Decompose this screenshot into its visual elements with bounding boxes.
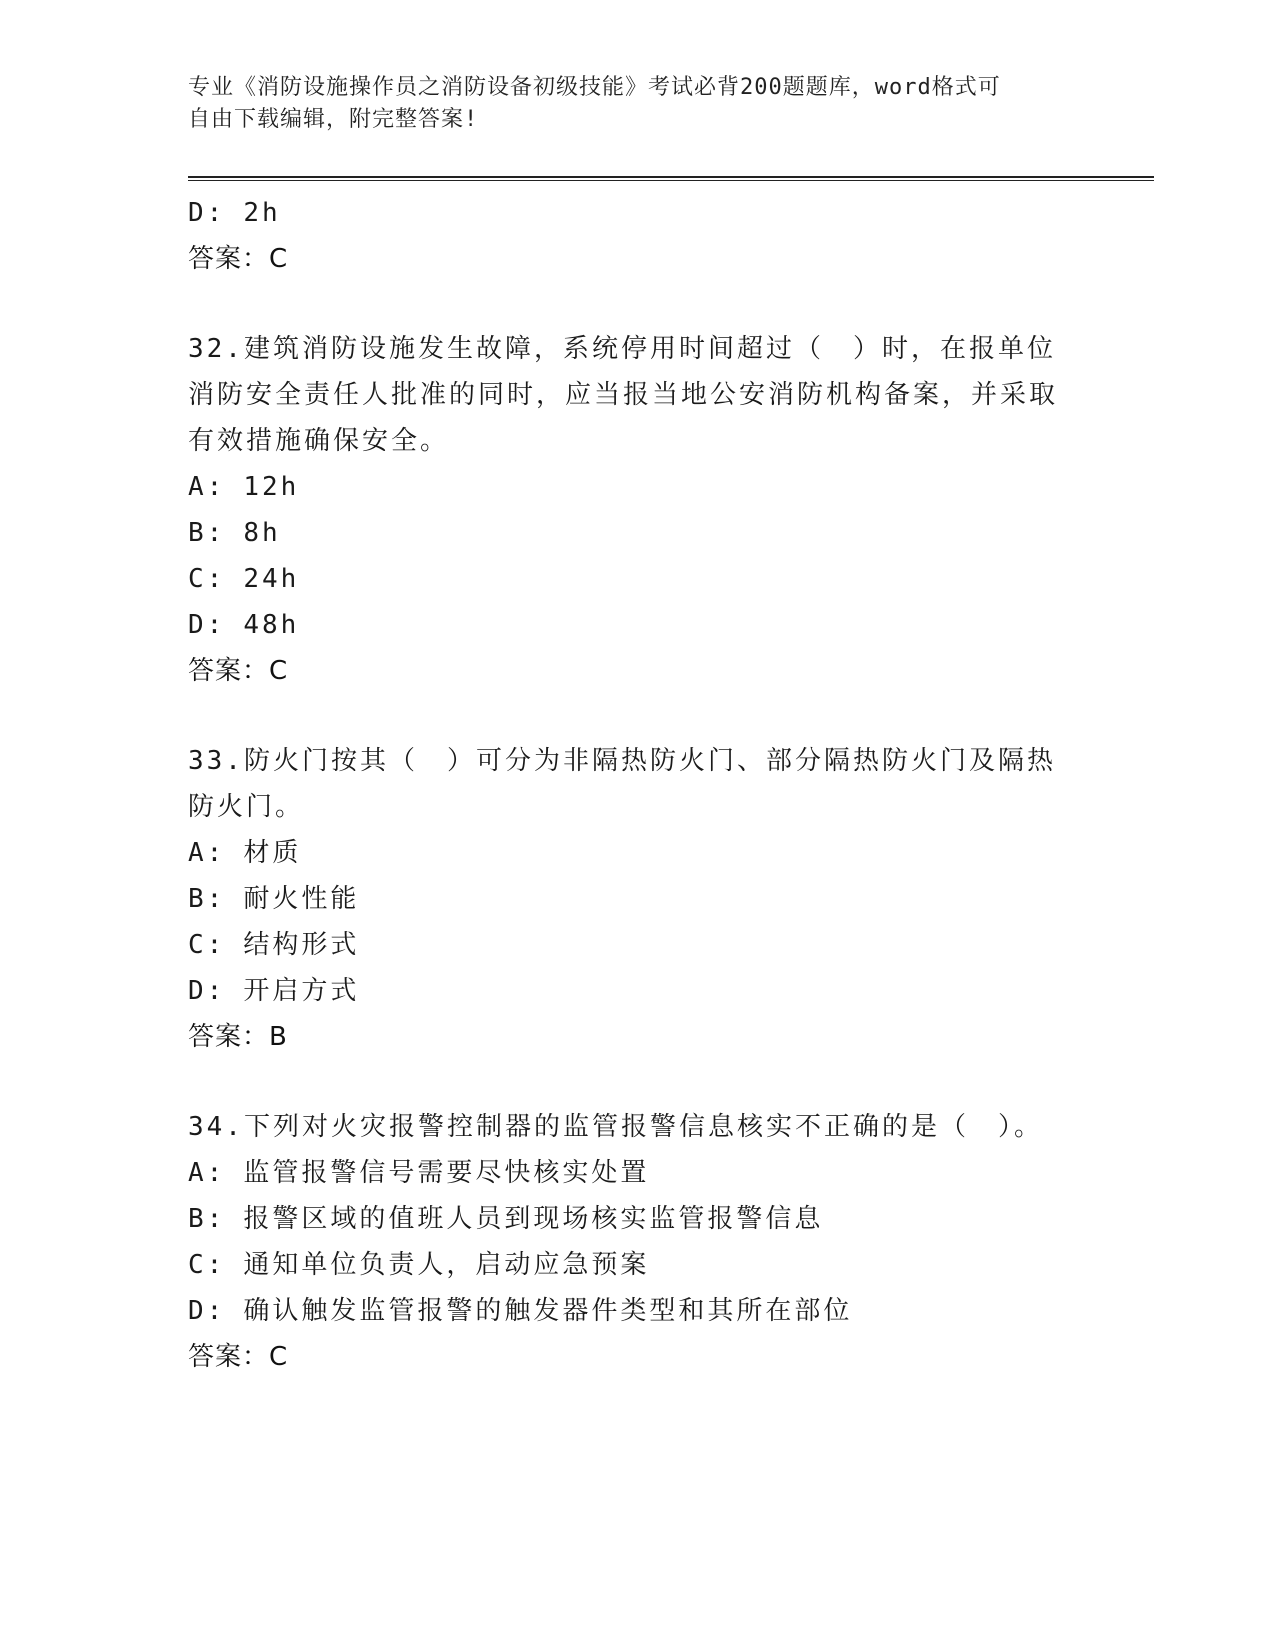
option-text: 确认触发监管报警的触发器件类型和其所在部位 [243, 1296, 853, 1326]
option-b [188, 876, 1088, 922]
header-title-line-1: 专业《消防设施操作员之消防设备初级技能》考试必背200题题库，word格式可 [188, 75, 1001, 100]
option-a [188, 1150, 1088, 1196]
option-key: C: [188, 564, 226, 594]
option-text: 24h [243, 564, 300, 594]
option-d [188, 190, 1088, 236]
option-text: 材质 [243, 838, 302, 868]
option-key: D: [188, 610, 226, 640]
option-a [188, 464, 1088, 510]
answer-line: 答案：C [188, 1342, 289, 1372]
question-stem: 33.防火门按其（ ）可分为非隔热防火门、部分隔热防火门及隔热防火门。 [188, 746, 1056, 822]
option-b [188, 510, 1088, 556]
answer-line: 答案：B [188, 1022, 288, 1052]
option-c [188, 922, 1088, 968]
option-text: 48h [243, 610, 300, 640]
header-divider [188, 176, 1154, 181]
option-key: C: [188, 1250, 226, 1280]
option-text: 8h [243, 518, 281, 548]
option-d [188, 968, 1088, 1014]
option-d [188, 1288, 1088, 1334]
option-text: 通知单位负责人，启动应急预案 [243, 1250, 650, 1280]
header-title-line-2: 自由下载编辑，附完整答案! [188, 107, 479, 132]
option-key: A: [188, 472, 226, 502]
option-text: 开启方式 [243, 976, 360, 1006]
option-text: 结构形式 [243, 930, 360, 960]
question-stem: 34.下列对火灾报警控制器的监管报警信息核实不正确的是（ ）。 [188, 1112, 1043, 1142]
option-text: 12h [243, 472, 300, 502]
option-c [188, 1242, 1088, 1288]
option-d [188, 602, 1088, 648]
option-text: 报警区域的值班人员到现场核实监管报警信息 [243, 1204, 824, 1234]
option-text: 监管报警信号需要尽快核实处置 [243, 1158, 650, 1188]
question-stem: 32.建筑消防设施发生故障，系统停用时间超过（ ）时，在报单位消防安全责任人批准的同时，应当报当地公安消防机构备案，并采取有效措施确保安全。 [188, 334, 1059, 456]
option-text: 2h [243, 198, 281, 228]
option-c [188, 556, 1088, 602]
option-key: D: [188, 1296, 226, 1326]
option-key: B: [188, 1204, 226, 1234]
option-key: B: [188, 518, 226, 548]
option-key: D: [188, 976, 226, 1006]
option-b [188, 1196, 1088, 1242]
option-a [188, 830, 1088, 876]
option-key: A: [188, 838, 226, 868]
question-list [188, 190, 1088, 1380]
answer-line: 答案：C [188, 656, 289, 686]
option-key: D: [188, 198, 226, 228]
option-key: A: [188, 1158, 226, 1188]
option-text: 耐火性能 [243, 884, 360, 914]
answer-line: 答案：C [188, 244, 289, 274]
option-key: C: [188, 930, 226, 960]
option-key: B: [188, 884, 226, 914]
document-header [188, 72, 1088, 136]
